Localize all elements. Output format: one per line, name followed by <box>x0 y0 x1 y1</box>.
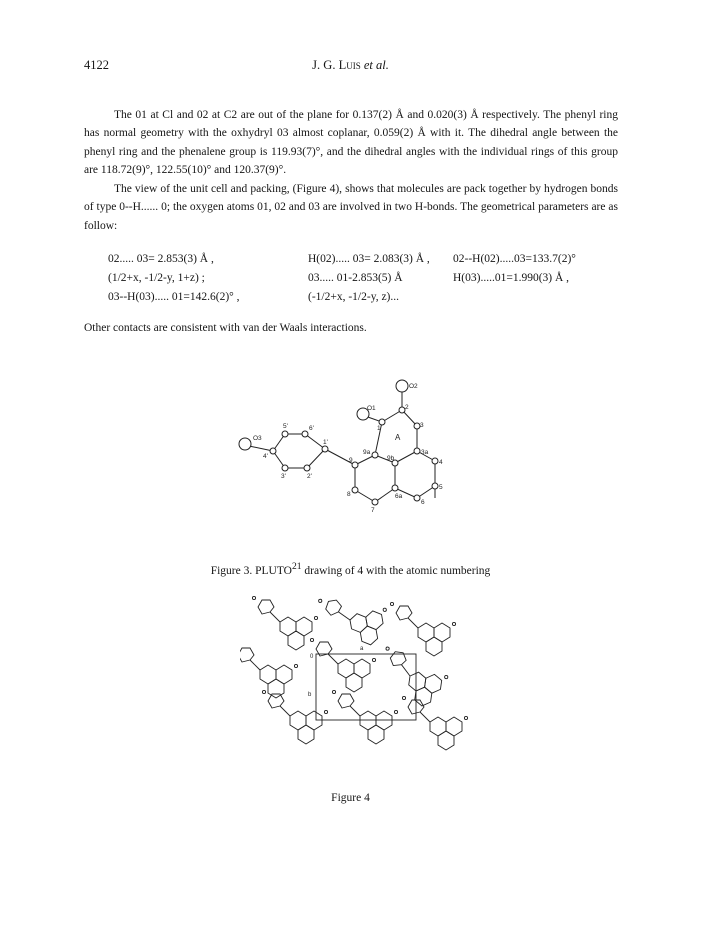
cell-axis-b-label: b <box>308 692 312 698</box>
atom-label: 6' <box>309 425 314 432</box>
atom-label: 9a <box>363 449 371 456</box>
atom-label-o2: O2 <box>409 383 418 390</box>
param-row <box>108 288 628 307</box>
running-header <box>0 58 701 73</box>
atom-label: 4 <box>439 459 443 466</box>
cell-origin-label: 0 <box>310 654 314 660</box>
atom-label: 3' <box>281 473 286 480</box>
atom-label: 3a <box>421 449 429 456</box>
atom-label: 5' <box>283 423 288 430</box>
atom-label: 1 <box>377 425 381 432</box>
param-cell: H(02)..... 03= 2.083(3) Å , <box>308 253 430 265</box>
atom-label: 6 <box>421 499 425 506</box>
figure3-molecule-drawing <box>225 374 465 534</box>
atom-label: 5 <box>439 484 443 491</box>
param-cell: 02..... 03= 2.853(3) Å , <box>108 253 214 265</box>
atom-label-o1: O1 <box>367 405 376 412</box>
param-row <box>108 269 628 288</box>
param-cell: 03--H(03)..... 01=142.6(2)° , <box>108 291 240 303</box>
paragraph-geometry: The 01 at Cl and 02 at C2 are out of the plane for 0.137(2) Å and 0.020(3) Å respectively. The phenyl ring has normal geometry with the oxhydryl 03 almost coplanar, 0.059(2) Å with it. The dihedral angle between the phenyl ring and the phenalene group is 119.93(7)°, and the dihedral angles with the individual rings of this group are 118.72(9)°, 122.55(10)° and 120.37(9)°. <box>84 109 618 177</box>
atom-label: 2 <box>405 404 409 411</box>
atom-label-o3: O3 <box>253 435 262 442</box>
paragraph-van-der-waals: Other contacts are consistent with van der Waals interactions. <box>84 322 367 334</box>
param-cell: (-1/2+x, -1/2-y, z)... <box>308 291 400 303</box>
param-cell <box>453 288 628 307</box>
param-row <box>108 250 628 269</box>
unit-cell <box>316 654 416 720</box>
cell-axis-a-label: a <box>360 646 364 652</box>
param-cell: 03..... 01-2.853(5) Å <box>308 272 403 284</box>
atom-label: 8 <box>347 491 351 498</box>
header-author: J. G. Luis <box>312 58 361 72</box>
atom-label: 7 <box>371 507 375 514</box>
figure3-caption-prefix: Figure 3. PLUTO <box>210 564 292 577</box>
figure4-packing-drawing <box>240 592 480 774</box>
atom-label: 1' <box>323 439 328 446</box>
figure3-caption <box>0 561 701 577</box>
atom-label: 4' <box>263 453 268 460</box>
packed-molecules <box>240 592 468 750</box>
ring-label-a: A <box>395 433 401 442</box>
paragraph-packing: The view of the unit cell and packing, (Figure 4), shows that molecules are pack together by hydrogen bonds of type 0--H...... 0; the oxygen atoms 01, 02 and 03 are involved in two H-bonds. The geometrical parameters are as follow: <box>84 183 618 232</box>
hbond-parameters <box>108 250 628 307</box>
atom-label: 3 <box>420 422 424 429</box>
header-et-al: et al. <box>363 58 389 72</box>
atom-label: 9b <box>387 455 395 462</box>
param-cell: 02--H(02).....03=133.7(2)° <box>453 253 576 265</box>
param-cell: (1/2+x, -1/2-y, 1+z) ; <box>108 272 205 284</box>
figure3-caption-suffix: drawing of 4 with the atomic numbering <box>301 564 491 577</box>
figure3-caption-superscript: 21 <box>291 561 302 572</box>
param-cell: H(03).....01=1.990(3) Å , <box>453 272 570 284</box>
figure4-caption: Figure 4 <box>331 792 370 804</box>
atom-label: 2' <box>307 473 312 480</box>
page-number: 4122 <box>84 58 109 72</box>
atom-label: 6a <box>395 493 403 500</box>
atom-label: 9 <box>349 457 353 464</box>
